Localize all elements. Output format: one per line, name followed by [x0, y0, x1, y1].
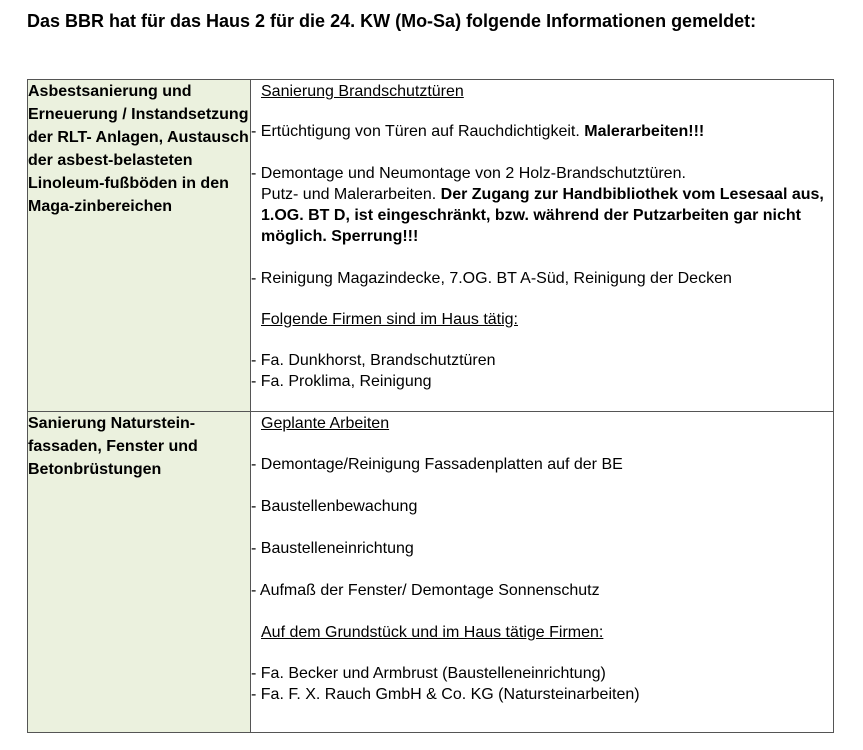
list-item: - Baustelleneinrichtung: [251, 540, 414, 557]
row-label-facade: Sanierung Naturstein-fassaden, Fenster und Betonbrüstungen: [28, 412, 251, 733]
list-item: - Fa. Dunkhorst, Brandschutztüren: [251, 352, 496, 369]
row-content-facade: [251, 412, 834, 733]
section-heading-firms: Folgende Firmen sind im Haus tätig:: [261, 311, 518, 328]
access-restriction-notice: Der Zugang zur Handbibliothek vom Lesesaal aus, 1.OG. BT D, ist eingeschränkt, bzw. während der Putzarbeiten gar nicht möglich. Sperrung!!!: [261, 186, 824, 245]
list-item: - Baustellenbewachung: [251, 498, 418, 515]
list-item: - Aufmaß der Fenster/ Demontage Sonnenschutz: [251, 582, 600, 599]
row-content-asbestos: [251, 80, 834, 412]
list-item: - Reinigung Magazindecke, 7.OG. BT A-Süd, Reinigung der Decken: [251, 270, 732, 287]
table-row-facade: [28, 412, 834, 733]
row-label-asbestos: Asbestsanierung und Erneuerung / Instandsetzung der RLT- Anlagen, Austausch der asbest-belasteten Linoleum-fußböden in den Maga-zinbereichen: [28, 80, 251, 412]
painting-warning: Malerarbeiten!!!: [584, 123, 705, 140]
table-row-asbestos: [28, 80, 834, 412]
info-table: [27, 79, 834, 733]
list-item: - Fa. Proklima, Reinigung: [251, 373, 432, 390]
list-item: - Fa. Becker und Armbrust (Baustelleneinrichtung): [251, 665, 606, 682]
section-heading-firms: Auf dem Grundstück und im Haus tätige Firmen:: [261, 624, 604, 641]
list-item: - Demontage und Neumontage von 2 Holz-Brandschutztüren. Putz- und Malerarbeiten. Der Zugang zur Handbibliothek vom Lesesaal aus, 1.OG. BT D, ist eingeschränkt, bzw. während der Putzarbeiten gar nicht möglich. Sperrung!!!: [251, 165, 824, 245]
section-heading-fire-doors: Sanierung Brandschutztüren: [261, 83, 464, 100]
list-item: - Fa. F. X. Rauch GmbH & Co. KG (Natursteinarbeiten): [251, 686, 640, 703]
list-item: - Ertüchtigung von Türen auf Rauchdichtigkeit. Malerarbeiten!!!: [251, 123, 705, 140]
section-heading-planned-works: Geplante Arbeiten: [261, 415, 390, 432]
list-item: - Demontage/Reinigung Fassadenplatten auf der BE: [251, 456, 623, 473]
document-title: Das BBR hat für das Haus 2 für die 24. KW (Mo-Sa) folgende Informationen gemeldet:: [27, 11, 757, 31]
